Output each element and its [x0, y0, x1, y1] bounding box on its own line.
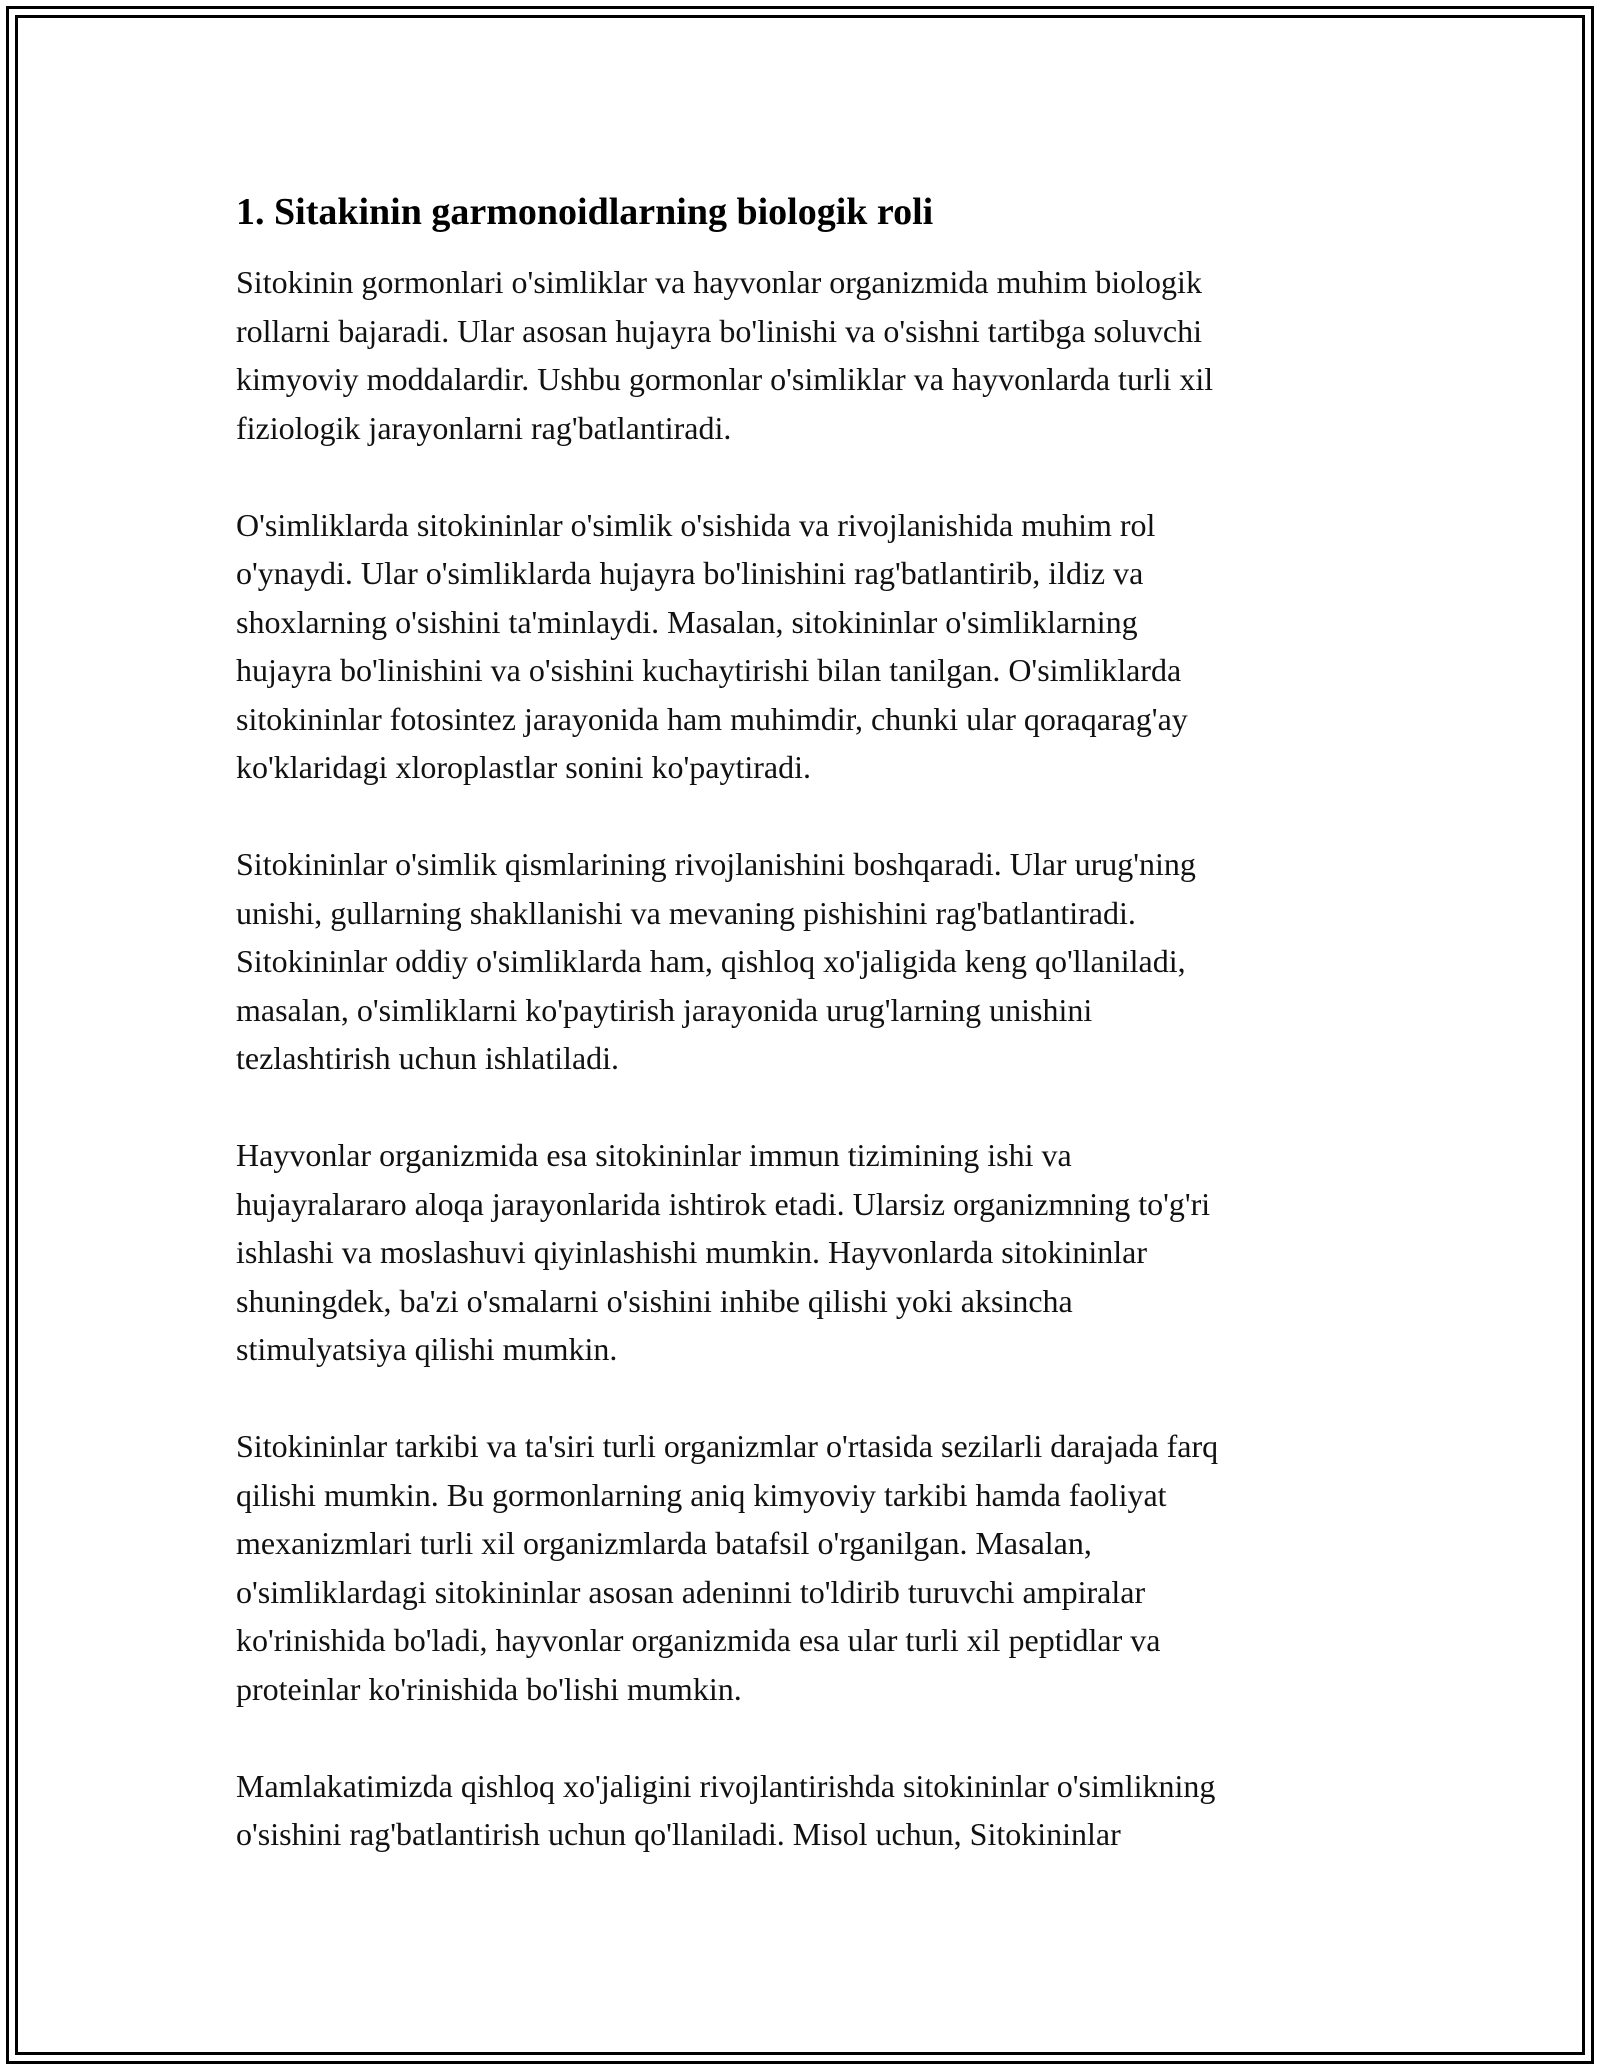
paragraph-4: Hayvonlar organizmida esa sitokininlar immun tizimining ishi va hujayralararo aloqa jarayonlarida ishtirok etadi. Ularsiz organizmning to'g'ri ishlashi va moslashuvi qiyinlashishi mumkin. Hayvonlarda sitokininlar shuningdek, ba'zi o'smalarni o'sishini inhibe qilishi yoki aksincha stimulyatsiya qilishi mumkin.	[236, 1137, 1211, 1367]
paragraph-1: Sitokinin gormonlari o'simliklar va hayvonlar organizmida muhim biologik rollarni bajaradi. Ular asosan hujayra bo'linishi va o'sishni tartibga soluvchi kimyoviy moddalardir. Ushbu gormonlar o'simliklar va hayvonlarda turli xil fiziologik jarayonlarni rag'batlantiradi.	[236, 264, 1214, 446]
paragraph-6: Mamlakatimizda qishloq xo'jaligini rivojlantirishda sitokininlar o'simlikning o'sishini rag'batlantirish uchun qo'llaniladi. Misol uchun, Sitokininlar	[236, 1767, 1216, 1852]
document-body	[236, 186, 1366, 1907]
paragraph-3: Sitokininlar o'simlik qismlarining rivojlanishini boshqaradi. Ular urug'ning unishi, gullarning shakllanishi va mevaning pishishini rag'batlantiradi. Sitokininlar oddiy o'simliklarda ham, qishloq xo'jaligida keng qo'llaniladi, masalan, o'simliklarni ko'paytirish jarayonida urug'larning unishini tezlashtirish uchun ishlatiladi.	[236, 846, 1196, 1076]
section-heading: 1. Sitakinin garmonoidlarning biologik roli	[236, 191, 934, 233]
paragraph-2: O'simliklarda sitokininlar o'simlik o'sishida va rivojlanishida muhim rol o'ynaydi. Ular o'simliklarda hujayra bo'linishini rag'batlantirib, ildiz va shoxlarning o'sishini ta'minlaydi. Masalan, sitokininlar o'simliklarning hujayra bo'linishini va o'sishini kuchaytirishi bilan tanilgan. O'simliklarda sitokininlar fotosintez jarayonida ham muhimdir, chunki ular qoraqarag'ay ko'klaridagi xloroplastlar sonini ko'paytiradi.	[236, 506, 1188, 785]
paragraph-5: Sitokininlar tarkibi va ta'siri turli organizmlar o'rtasida sezilarli darajada farq qilishi mumkin. Bu gormonlarning aniq kimyoviy tarkibi hamda faoliyat mexanizmlari turli xil organizmlarda batafsil o'rganilgan. Masalan, o'simliklardagi sitokininlar asosan adeninni to'ldirib turuvchi ampiralar ko'rinishida bo'ladi, hayvonlar organizmida esa ular turli xil peptidlar va proteinlar ko'rinishida bo'lishi mumkin.	[236, 1428, 1219, 1707]
